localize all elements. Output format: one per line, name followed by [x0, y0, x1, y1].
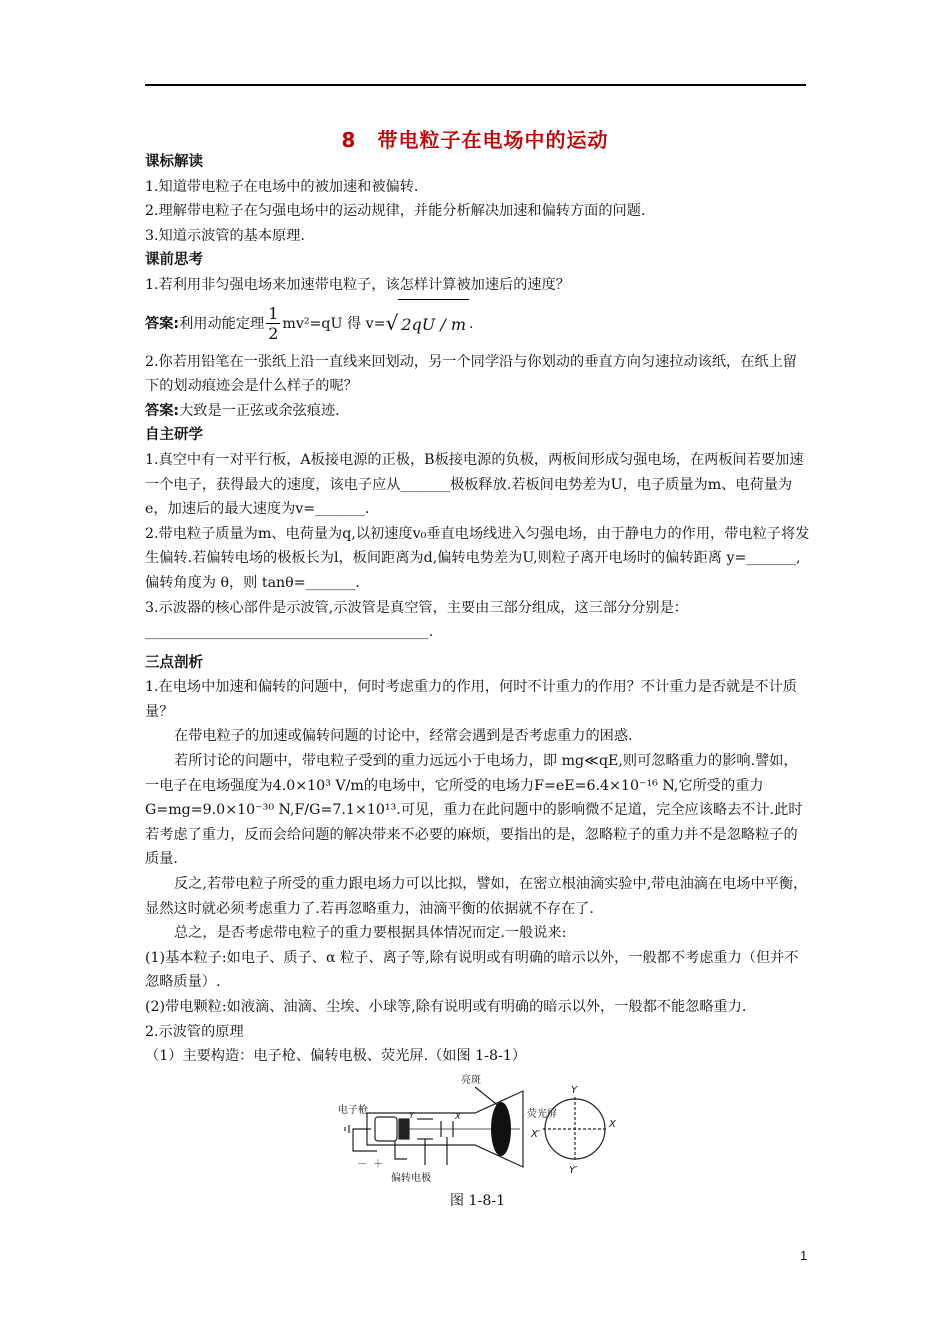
question: 1.若利用非匀强电场来加速带电粒子，该怎样计算被加速后的速度？	[145, 276, 570, 293]
screen-label: 荧光屏	[527, 1108, 557, 1120]
deflection-electrode-label: 偏转电极	[391, 1172, 431, 1184]
paragraph: （1）主要构造：电子枪、偏转电极、荧光屏.（如图 1-8-1）	[145, 1048, 527, 1065]
document-body	[145, 150, 810, 1213]
axis-x-prime-label: X′	[531, 1128, 541, 1140]
square-root: √ 2qU / m	[386, 298, 469, 350]
fraction-denominator: 2	[268, 324, 279, 344]
objective-line: 3.知道示波管的基本原理.	[145, 227, 305, 244]
axis-y-prime-label: Y′	[569, 1164, 578, 1176]
answer-text: .	[468, 315, 474, 332]
radicand: 2qU / m	[398, 299, 469, 350]
figure-caption: 图 1-8-1	[449, 1192, 506, 1209]
answer	[145, 298, 810, 350]
question: 2.你若用铅笔在一张纸上沿一直线来回划动，另一个同学沿与你划动的垂直方向匀速拉动该纸，在纸上留下的划动痕迹会是什么样子的呢？	[145, 353, 797, 395]
plate-y-label: Y	[409, 1110, 414, 1120]
spot-label: 亮斑	[461, 1074, 481, 1086]
paragraph: (1)基本粒子:如电子、质子、α 粒子、离子等,除有说明或有明确的暗示以外，一般都不考虑重力（但并不忽略质量）.	[145, 949, 799, 991]
section-heading: 三点剖析	[145, 654, 203, 671]
paragraph: (2)带电颗粒:如液滴、油滴、尘埃、小球等,除有说明或有明确的暗示以外，一般都不能忽略重力.	[145, 999, 747, 1015]
page-title: 8 带电粒子在电场中的运动	[341, 128, 609, 152]
axis-x-label: X	[609, 1118, 616, 1130]
answer-text: mv²=qU 得 v=	[282, 315, 386, 332]
exercise: 1.真空中有一对平行板，A板接电源的正极，B板接电源的负极，两板间形成匀强电场，在两板间若要加速一个电子，获得最大的速度，该电子应从_______极板释放.若板间电势差为U，电子质量为m、电荷量为e，加速后的最大速度为v=_______.	[145, 451, 804, 518]
page-number: 1	[800, 1248, 808, 1263]
section-heading: 课标解读	[145, 154, 203, 170]
paragraph: 总之，是否考虑带电粒子的重力要根据具体情况而定.一般说来:	[174, 925, 567, 942]
answer-label: 答案:	[145, 402, 180, 419]
gun-label: 电子枪	[338, 1104, 368, 1116]
exercise: 3.示波器的核心部件是示波管,示波管是真空管，主要由三部分组成，这三部分分别是：________________________________________.	[145, 599, 688, 641]
section-heading: 课前思考	[145, 252, 203, 269]
answer-text: 利用动能定理	[179, 315, 265, 332]
plus-sign: ＋	[373, 1158, 383, 1170]
fraction-numerator: 1	[268, 304, 279, 324]
fraction	[266, 304, 280, 343]
minus-sign: －	[357, 1158, 367, 1170]
plate-x-label: X	[455, 1111, 461, 1121]
oscilloscope-tube-diagram	[145, 1069, 810, 1189]
question: 2.示波管的原理	[145, 1023, 244, 1040]
paragraph: 若所讨论的问题中，带电粒子受到的重力远远小于电场力，即 mg≪qE,则可忽略重力的影响.譬如，一电子在电场强度为4.0×10³ V/m的电场中，它所受的电场力F=eE=6.4×10⁻¹⁶ N,它所受的重力G=mg=9.0×10⁻³⁰ N,F/G=7.1×10¹³.可见，重力在此问题中的影响微不足道，完全应该略去不计.此时若考虑了重力，反而会给问题的解决带来不必要的麻烦，要指出的是，忽略粒子的重力并不是忽略粒子的质量.	[145, 753, 803, 868]
objective-line: 2.理解带电粒子在匀强电场中的运动规律，并能分析解决加速和偏转方面的问题.	[145, 203, 646, 220]
oscilloscope-tube-figure	[145, 1069, 810, 1189]
answer-text: 大致是一正弦或余弦痕迹.	[179, 402, 340, 419]
section-heading: 自主研学	[145, 427, 203, 444]
axis-y-label: Y	[571, 1084, 578, 1096]
paragraph: 反之,若带电粒子所受的重力跟电场力可以比拟，譬如，在密立根油滴实验中,带电油滴在电场中平衡，显然这时就必须考虑重力了.若再忽略重力，油滴平衡的依据就不存在了.	[145, 876, 808, 917]
paragraph: 在带电粒子的加速或偏转问题的讨论中，经常会遇到是否考虑重力的困惑.	[174, 728, 633, 745]
answer	[145, 399, 810, 424]
question: 1.在电场中加速和偏转的问题中，何时考虑重力的作用，何时不计重力的作用？不计重力是否就是不计质量？	[145, 679, 797, 720]
answer-label: 答案:	[145, 315, 180, 332]
header-rule	[145, 84, 806, 86]
objective-line: 1.知道带电粒子在电场中的被加速和被偏转.	[145, 178, 419, 195]
exercise: 2.带电粒子质量为m、电荷量为q,以初速度v₀垂直电场线进入匀强电场，由于静电力的作用，带电粒子将发生偏转.若偏转电场的极板长为l，板间距离为d,偏转电势差为U,则粒子离开电场时的偏转距离 y=_______,偏转角度为 θ，则 tanθ=_______.	[145, 525, 810, 591]
